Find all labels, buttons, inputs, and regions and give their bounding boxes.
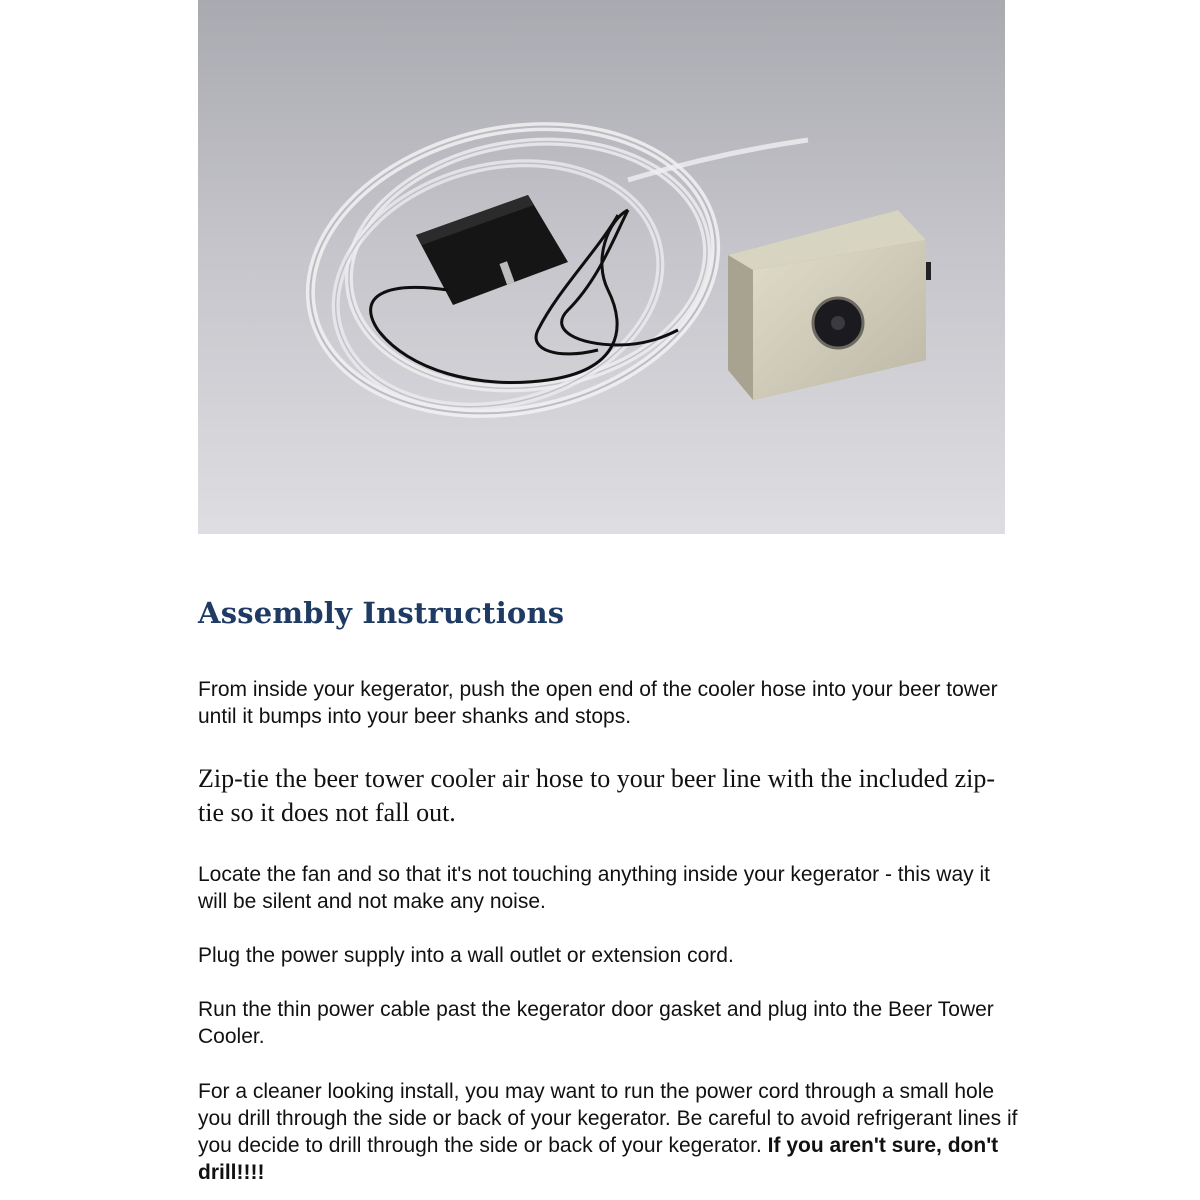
product-photo [198, 0, 1005, 534]
instruction-step-2: Zip-tie the beer tower cooler air hose to your beer line with the included zip-tie so it does not fall out. [198, 764, 996, 827]
instruction-step-5: Run the thin power cable past the kegerator door gasket and plug into the Beer Tower Cooler. [198, 998, 994, 1048]
drill-warning: If you aren't sure, don't drill!!!! [198, 1134, 999, 1184]
instruction-step-6 [198, 1078, 1018, 1186]
instruction-step-4: Plug the power supply into a wall outlet or extension cord. [198, 944, 734, 967]
instruction-step-6-text: For a cleaner looking install, you may want to run the power cord through a small hole you drill through the side or back of your kegerator. Be careful to avoid refrigerant lines if you decide to drill through the side or back of your kegerator. [198, 1080, 1018, 1157]
instruction-step-1: From inside your kegerator, push the open end of the cooler hose into your beer tower until it bumps into your beer shanks and stops. [198, 678, 998, 728]
instruction-step-3: Locate the fan and so that it's not touching anything inside your kegerator - this way it will be silent and not make any noise. [198, 863, 990, 913]
assembly-heading: Assembly Instructions [198, 596, 565, 630]
